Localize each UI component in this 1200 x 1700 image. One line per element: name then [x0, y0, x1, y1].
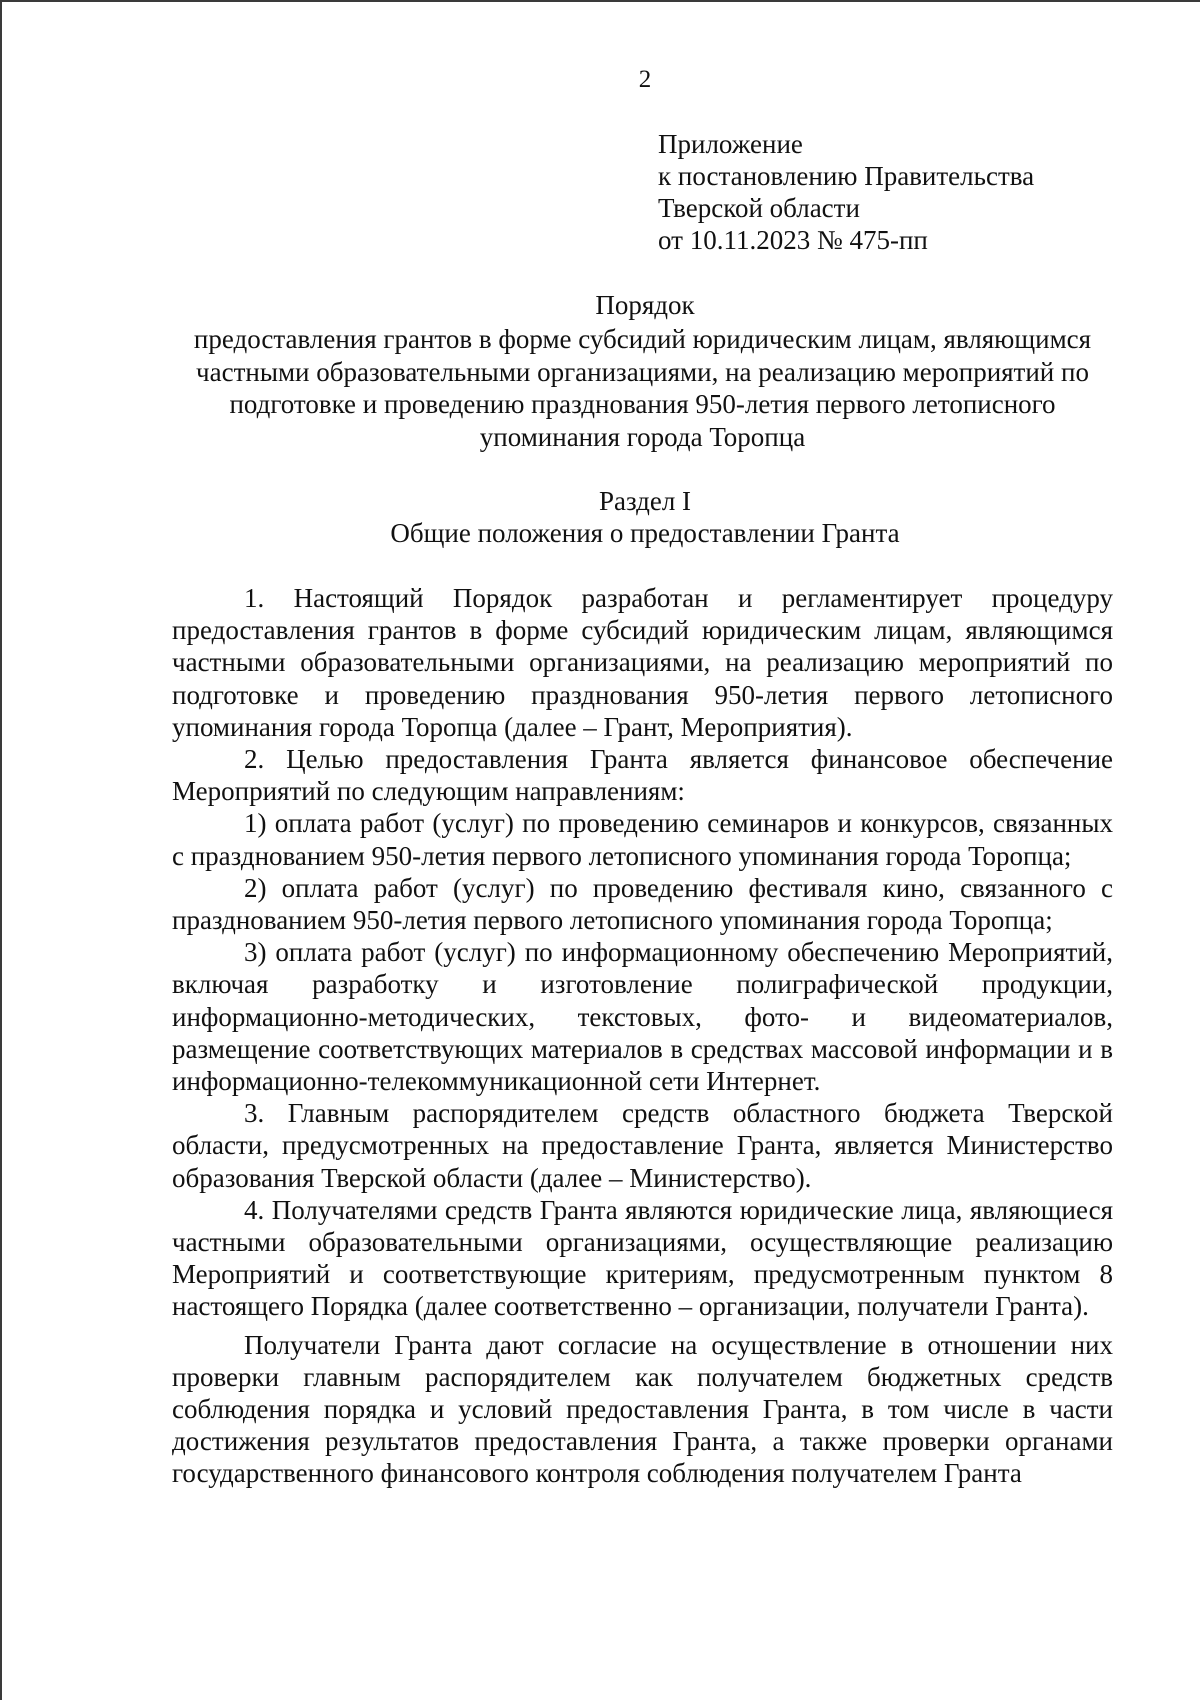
paragraph: 2. Целью предоставления Гранта является финансовое обеспечение Мероприятий по следующим направлениям: — [172, 744, 1113, 807]
paragraph: 1. Настоящий Порядок разработан и регламентирует процедуру предоставления грантов в форме субсидий юридическим лицам, являющимся частными образовательными организациями, на реализацию мероприятий по подготовке и проведению празднования 950-летия первого летописного упоминания города Торопца (далее – Грант, Мероприятия). — [172, 583, 1113, 742]
paragraph: 3. Главным распорядителем средств областного бюджета Тверской области, предусмотренных на предоставление Гранта, является Министерство образования Тверской области (далее – Министерство). — [172, 1098, 1113, 1193]
page-number: 2 — [638, 66, 652, 93]
appendix-line: к постановлению Правительства — [658, 161, 1035, 191]
paragraph: 1) оплата работ (услуг) по проведению семинаров и конкурсов, связанных с празднованием 950-летия первого летописного упоминания города Торопца; — [172, 808, 1113, 871]
appendix-date-number: от 10.11.2023 № 475-пп — [658, 225, 928, 255]
paragraph: 2) оплата работ (услуг) по проведению фестиваля кино, связанного с празднованием 950-летия первого летописного упоминания города Торопца; — [172, 872, 1113, 936]
paragraph: 4. Получателями средств Гранта являются юридические лица, являющиеся частными образовательными организациями, осуществляющие реализацию Мероприятий и соответствующие критериям, предусмотренным пунктом 8 настоящего Порядка (далее соответственно – организации, получатели Гранта). — [172, 1194, 1113, 1322]
scan-border-left — [0, 0, 2, 1700]
appendix-line: Тверской области — [658, 193, 860, 223]
paragraph: 3) оплата работ (услуг) по информационному обеспечению Мероприятий, включая разработку и изготовление полиграфической продукции, информационно-методических, текстовых, фото- и видеоматериалов, размещение соответствующих материалов в средствах массовой информации и в информационно-телекоммуникационной сети Интернет. — [172, 937, 1113, 1097]
section-number: Раздел I — [598, 486, 692, 516]
document-body — [172, 582, 1113, 1490]
document-subtitle: предоставления грантов в форме субсидий юридическим лицам, являющимся частными образовательными организациями, на реализацию мероприятий по подготовке и проведению празднования 950-летия первого летописного упоминания города Торопца — [193, 324, 1092, 452]
scan-border-top — [0, 0, 1200, 2]
document-title: Порядок — [595, 290, 695, 320]
appendix-block — [658, 128, 1034, 256]
paragraph: Получатели Гранта дают согласие на осуществление в отношении них проверки главным распорядителем как получателем бюджетных средств соблюдения порядка и условий предоставления Гранта, в том числе в части достижения результатов предоставления Гранта, а также проверки органами государственного финансового контроля соблюдения получателем Гранта — [172, 1329, 1113, 1489]
appendix-line: Приложение — [658, 129, 803, 159]
section-title: Общие положения о предоставлении Гранта — [390, 518, 900, 548]
